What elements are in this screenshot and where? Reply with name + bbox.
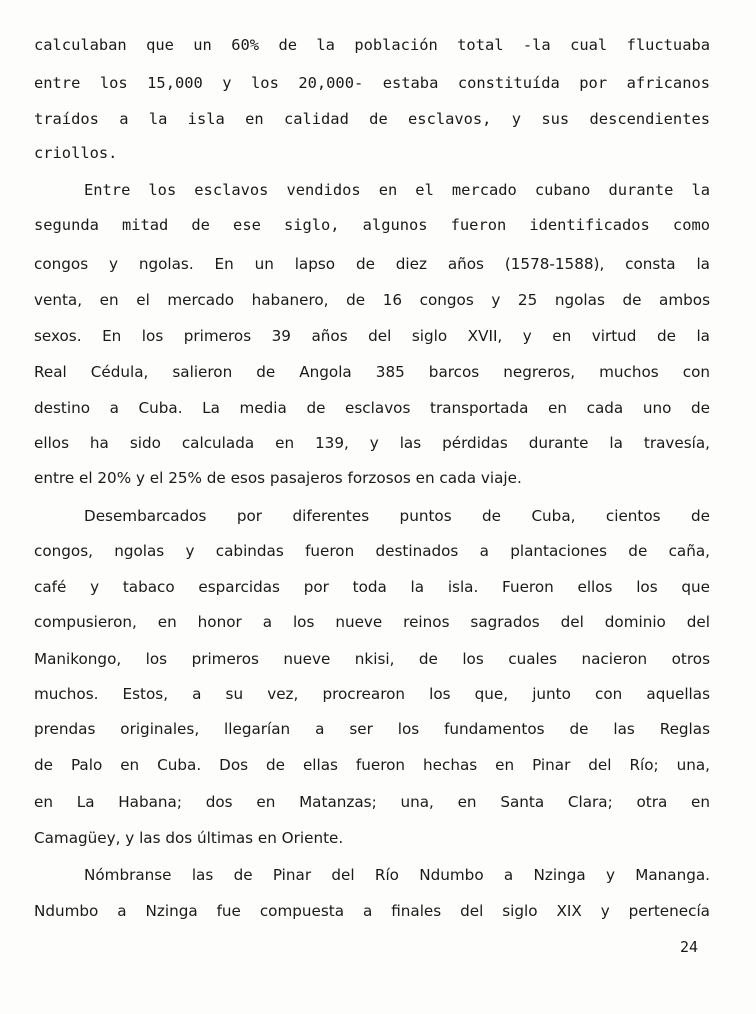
text-line: congos, ngolas y cabindas fueron destinados a plantaciones de caña, [34,542,710,560]
text-line: en La Habana; dos en Matanzas; una, en Santa Clara; otra en [34,793,710,811]
text-line: Real Cédula, salieron de Angola 385 barcos negreros, muchos con [34,363,710,381]
text-line: segunda mitad de ese siglo, algunos fueron identificados como [34,216,710,234]
text-line: Ndumbo a Nzinga fue compuesta a finales del siglo XIX y pertenecía [34,902,710,920]
text-line: entre los 15,000 y los 20,000- estaba constituída por africanos [34,74,710,92]
text-line: congos y ngolas. En un lapso de diez años (1578-1588), consta la [34,255,710,273]
text-line: ellos ha sido calculada en 139, y las pérdidas durante la travesía, [34,434,710,452]
text-line: calculaban que un 60% de la población total -la cual fluctuaba [34,36,710,54]
text-line: destino a Cuba. La media de esclavos transportada en cada uno de [34,399,710,417]
text-line: criollos. [34,144,118,162]
text-line: prendas originales, llegarían a ser los fundamentos de las Reglas [34,720,710,738]
text-line: venta, en el mercado habanero, de 16 congos y 25 ngolas de ambos [34,291,710,309]
text-line: Nómbranse las de Pinar del Río Ndumbo a Nzinga y Mananga. [84,866,710,884]
text-line: café y tabaco esparcidas por toda la isla. Fueron ellos los que [34,578,710,596]
page-number: 24 [679,938,698,956]
text-line: compusieron, en honor a los nueve reinos sagrados del dominio del [34,613,710,631]
text-line: traídos a la isla en calidad de esclavos, y sus descendientes [34,110,710,128]
text-line: Camagüey, y las dos últimas en Oriente. [34,829,344,847]
text-line: muchos. Estos, a su vez, procrearon los que, junto con aquellas [34,685,710,703]
text-line: entre el 20% y el 25% de esos pasajeros forzosos en cada viaje. [34,469,522,487]
text-line: Manikongo, los primeros nueve nkisi, de los cuales nacieron otros [34,650,710,668]
text-line: de Palo en Cuba. Dos de ellas fueron hechas en Pinar del Río; una, [34,756,710,774]
text-line: Entre los esclavos vendidos en el mercado cubano durante la [84,181,710,199]
text-line: Desembarcados por diferentes puntos de Cuba, cientos de [84,507,710,525]
text-line: sexos. En los primeros 39 años del siglo XVII, y en virtud de la [34,327,710,345]
